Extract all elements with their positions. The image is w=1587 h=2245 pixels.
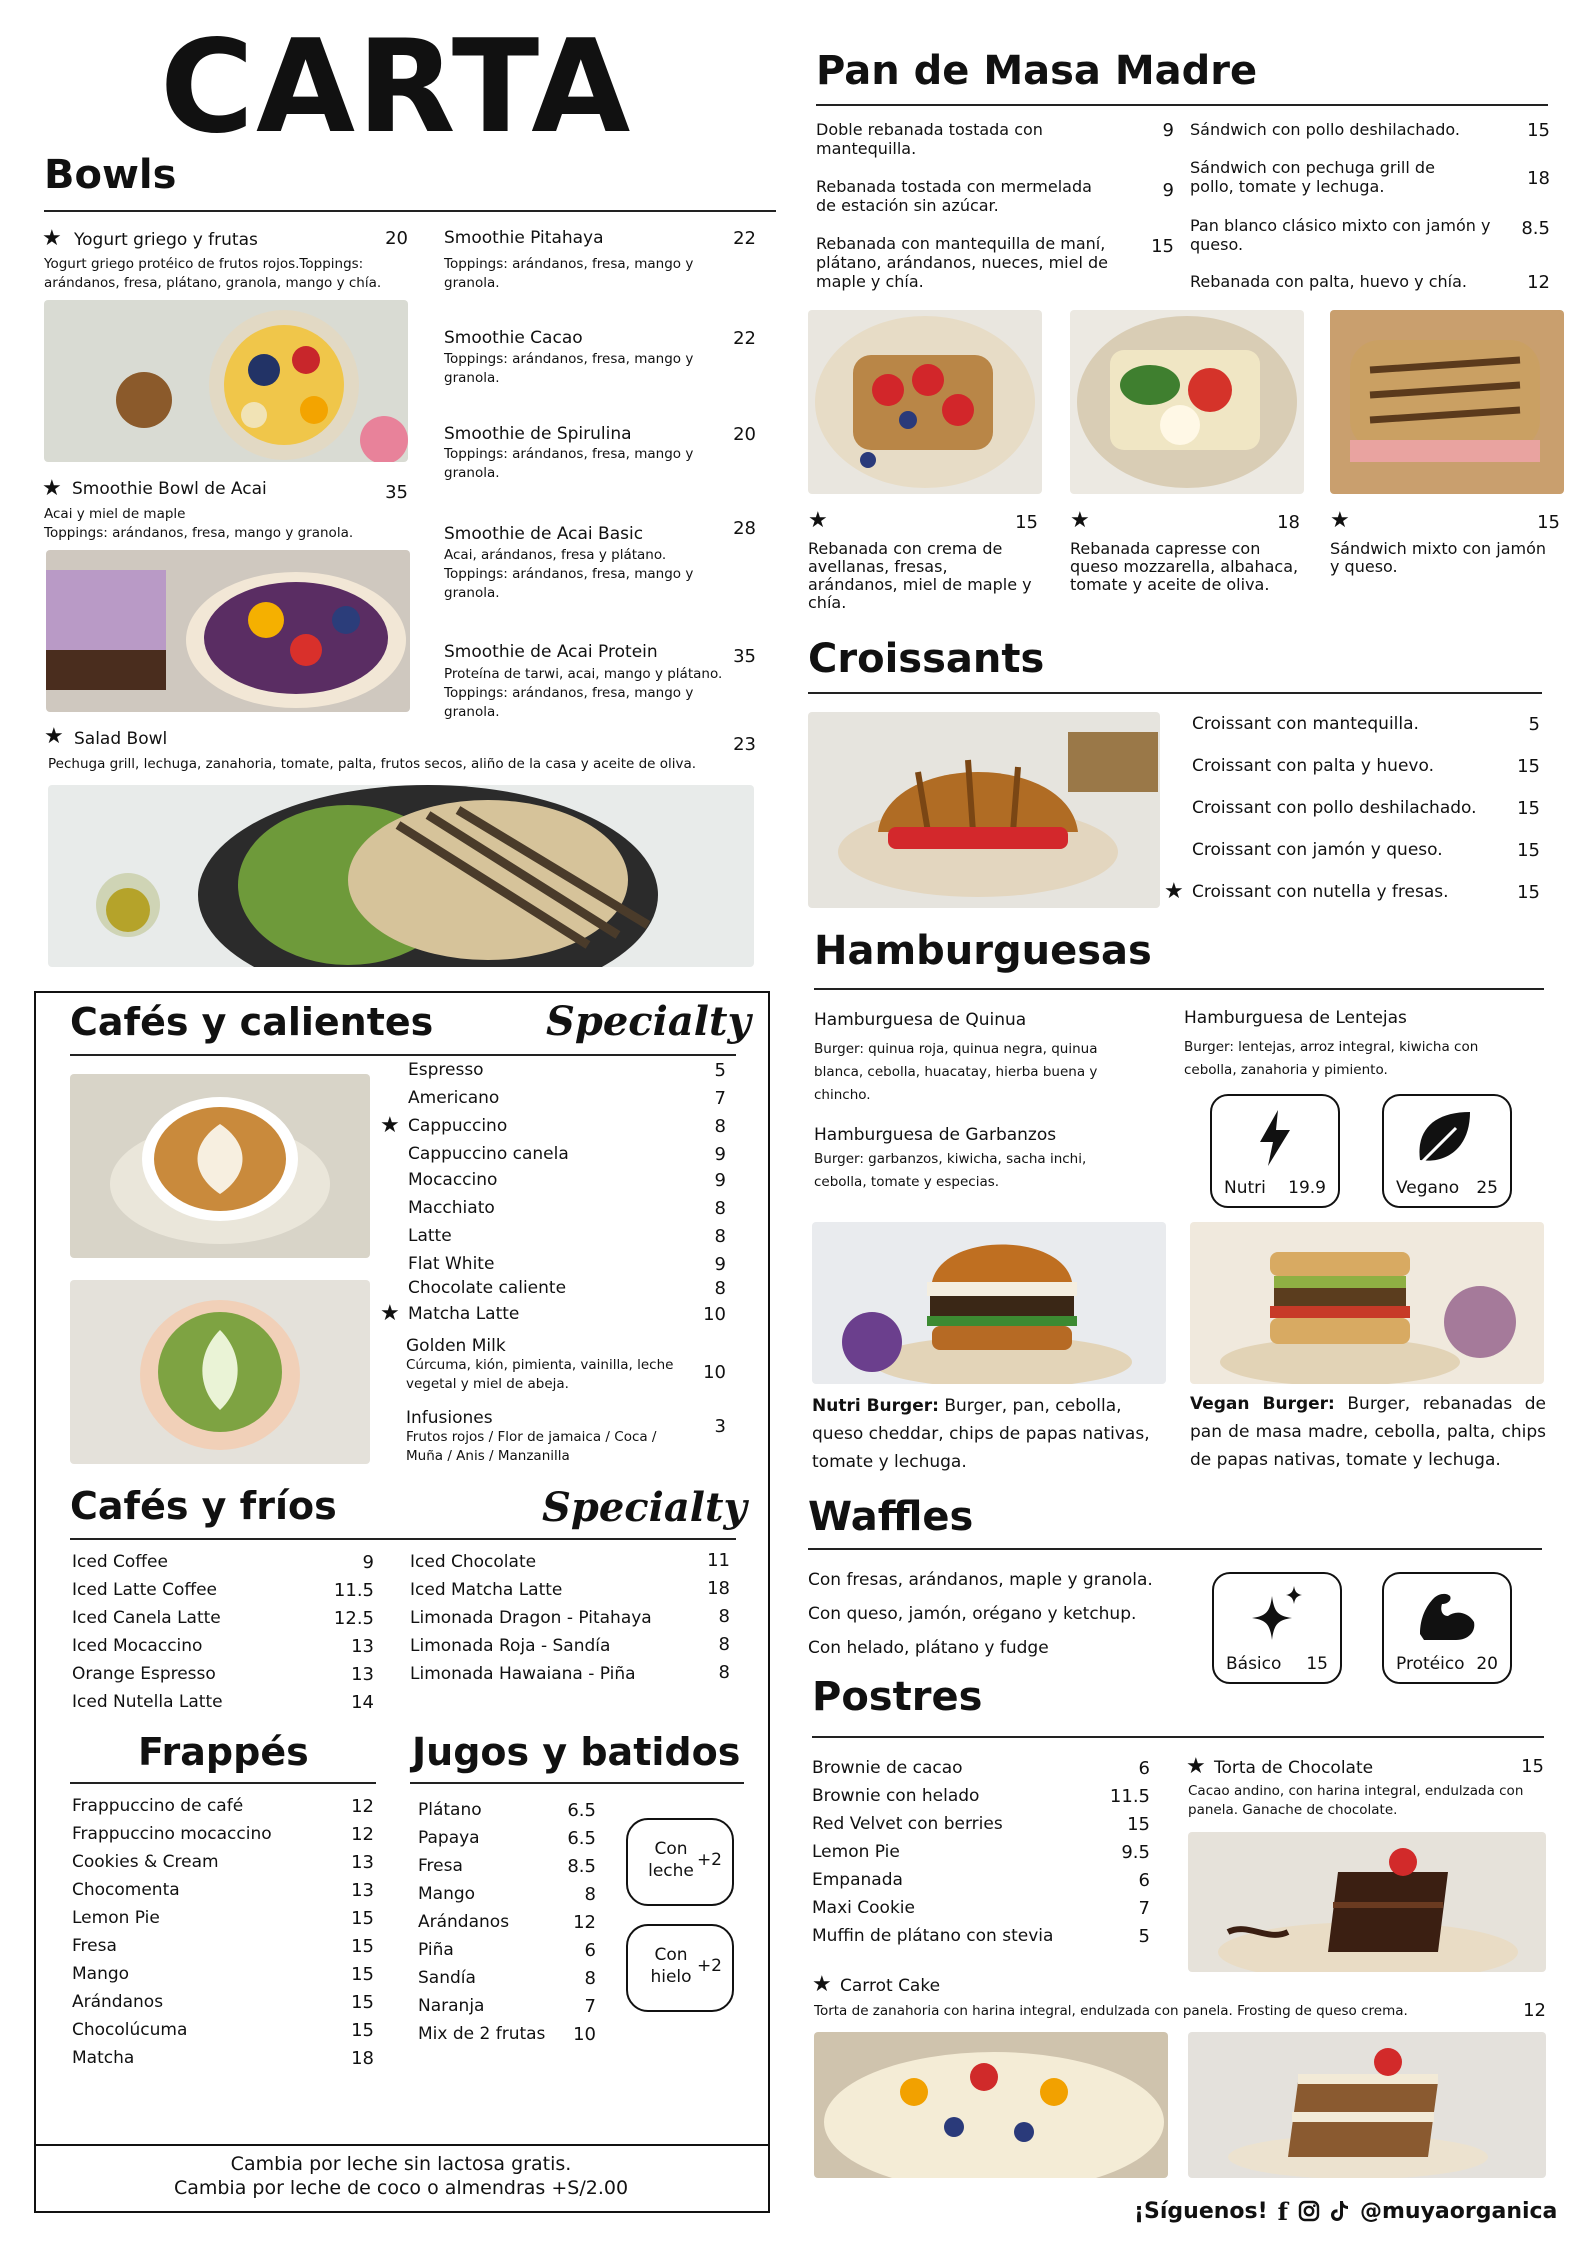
star-icon: ★	[1164, 879, 1184, 904]
hot-drink-price: 8	[714, 1116, 726, 1137]
pan-left-2-price: 15	[1151, 236, 1174, 257]
star-icon: ★	[44, 724, 64, 749]
golden-milk-name: Golden Milk	[406, 1336, 506, 1356]
footer-note-line1: Cambia por leche sin lactosa gratis.	[230, 2153, 572, 2175]
hot-drink-price: 8	[714, 1198, 726, 1219]
postre-name: Muffin de plátano con stevia	[812, 1926, 1054, 1946]
frappe-name: Lemon Pie	[72, 1908, 160, 1928]
frappe-price: 15	[351, 1964, 374, 1985]
postre-name: Brownie de cacao	[812, 1758, 963, 1778]
jugo-price: 7	[584, 1996, 596, 2017]
frappe-price: 13	[351, 1852, 374, 1873]
cold-drink-price: 13	[351, 1664, 374, 1685]
frappe-price: 12	[351, 1824, 374, 1845]
acai-bowl-photo	[46, 550, 410, 712]
carrot-desc: Torta de zanahoria con harina integral, endulzada con panela. Frosting de queso crema.	[814, 2003, 1408, 2019]
jugo-price: 10	[573, 2024, 596, 2045]
burger-garbanzos-name: Hamburguesa de Garbanzos	[814, 1125, 1057, 1145]
cold-drink-name: Iced Mocaccino	[72, 1636, 203, 1656]
salad-name: Salad Bowl	[74, 729, 168, 749]
smoothie-acai-protein-name: Smoothie de Acai Protein	[444, 642, 658, 662]
waffle-2: Con helado, plátano y fudge	[808, 1638, 1049, 1658]
specialty-label: Specialty	[542, 1484, 747, 1531]
sandwich-mixto-photo	[1330, 310, 1564, 494]
nutri-burger-desc	[812, 1392, 1172, 1476]
hot-drink-name: Cappuccino canela	[408, 1144, 569, 1164]
frappe-name: Frappuccino mocaccino	[72, 1824, 272, 1844]
jugo-name: Papaya	[418, 1828, 480, 1848]
jugo-price: 6.5	[567, 1800, 596, 1821]
burger-quinua-desc: Burger: quinua roja, quinua negra, quinua blanca, cebolla, huacatay, hierba buena y chincho.	[814, 1041, 1098, 1103]
muscle-icon	[1416, 1588, 1478, 1642]
cold-drink-name: Limonada Dragon - Pitahaya	[410, 1608, 652, 1628]
star-icon: ★	[42, 226, 62, 251]
nutri-price: 19.9	[1288, 1178, 1326, 1198]
yogurt-desc: Yogurt griego protéico de frutos rojos.Toppings: arándanos, fresa, plátano, granola, mango y chía.	[44, 256, 382, 291]
matcha-photo	[70, 1280, 370, 1464]
toast-berries-photo	[808, 310, 1042, 494]
jugos-rule	[410, 1782, 744, 1784]
hot-drink-price: 8	[714, 1226, 726, 1247]
instagram-icon[interactable]	[1298, 2200, 1320, 2222]
smoothie-pitahaya-desc: Toppings: arándanos, fresa, mango y granola.	[444, 256, 694, 291]
jugo-name: Mix de 2 frutas	[418, 2024, 546, 2044]
footer-note-divider	[34, 2144, 768, 2146]
star-icon: ★	[380, 1301, 400, 1326]
siguenos-label: ¡Síguenos!	[1134, 2198, 1268, 2224]
postre-price: 5	[1138, 1926, 1150, 1947]
croissants-rule	[808, 692, 1542, 694]
vegano-label: Vegano	[1396, 1178, 1460, 1198]
frappe-name: Chocolúcuma	[72, 2020, 188, 2040]
smoothie-cacao-price: 22	[733, 328, 756, 349]
sparkle-icon	[1248, 1584, 1308, 1644]
cold-drink-price: 8	[718, 1606, 730, 1627]
star-icon: ★	[1186, 1754, 1206, 1779]
frappe-price: 15	[351, 2020, 374, 2041]
jugo-name: Fresa	[418, 1856, 463, 1876]
carrot-cake-photo	[814, 2032, 1168, 2178]
pan-heading: Pan de Masa Madre	[816, 48, 1258, 94]
hot-drink-name: Latte	[408, 1226, 452, 1246]
con-leche-label: Con leche	[648, 1839, 694, 1881]
postre-name: Brownie con helado	[812, 1786, 980, 1806]
croissant-price: 15	[1517, 798, 1540, 819]
salad-photo	[48, 785, 754, 967]
smoothie-acai-basic-price: 28	[733, 518, 756, 539]
cold-drink-price: 18	[707, 1578, 730, 1599]
carrot-name: Carrot Cake	[840, 1976, 941, 1996]
carrot-slice-photo	[1188, 2032, 1546, 2178]
jugos-heading: Jugos y batidos	[412, 1730, 741, 1774]
con-hielo-price: +2	[696, 1956, 722, 1976]
waffle-0: Con fresas, arándanos, maple y granola.	[808, 1570, 1153, 1590]
smoothie-spirulina-desc: Toppings: arándanos, fresa, mango y granola.	[444, 446, 694, 481]
pan-left-1: Rebanada tostada con mermelada de estación sin azúcar.	[816, 177, 1092, 215]
star-icon: ★	[42, 476, 62, 501]
nutri-burger-title: Nutri Burger:	[812, 1396, 939, 1416]
frappes-heading: Frappés	[138, 1730, 309, 1774]
vegano-price: 25	[1476, 1178, 1498, 1198]
pan-featured-price: 15	[1015, 512, 1038, 533]
postres-heading: Postres	[812, 1674, 983, 1720]
frappe-price: 15	[351, 1936, 374, 1957]
pan-right-1-price: 18	[1527, 168, 1550, 189]
cold-drink-name: Iced Latte Coffee	[72, 1580, 217, 1600]
smoothie-spirulina-price: 20	[733, 424, 756, 445]
frappe-name: Matcha	[72, 2048, 135, 2068]
hamburguesas-heading: Hamburguesas	[814, 928, 1152, 974]
jugo-price: 6	[584, 1940, 596, 1961]
hot-drink-price: 9	[714, 1170, 726, 1191]
pan-left-2: Rebanada con mantequilla de maní, plátano, arándanos, nueces, miel de maple y chía.	[816, 234, 1108, 291]
star-icon: ★	[808, 508, 828, 533]
croissant-price: 15	[1517, 882, 1540, 903]
yogurt-price: 20	[385, 228, 408, 249]
acai-bowl-desc: Acai y miel de maple Toppings: arándanos, fresa, mango y granola.	[44, 506, 354, 541]
pan-right-2-price: 8.5	[1521, 218, 1550, 239]
croissant-name: Croissant con palta y huevo.	[1192, 756, 1434, 776]
star-icon: ★	[812, 1972, 832, 1997]
frappe-name: Mango	[72, 1964, 130, 1984]
postre-price: 15	[1127, 1814, 1150, 1835]
smoothie-cacao-desc: Toppings: arándanos, fresa, mango y granola.	[444, 351, 694, 386]
torta-desc: Cacao andino, con harina integral, endulzada con panela. Ganache de chocolate.	[1188, 1783, 1524, 1818]
croissant-price: 15	[1517, 840, 1540, 861]
cold-drink-price: 8	[718, 1662, 730, 1683]
vegan-burger-title: Vegan Burger:	[1190, 1394, 1335, 1414]
acai-bowl-name: Smoothie Bowl de Acai	[72, 479, 267, 499]
smoothie-acai-basic-name: Smoothie de Acai Basic	[444, 524, 644, 544]
hamburguesas-rule	[814, 988, 1544, 990]
hot-drink-name: Flat White	[408, 1254, 495, 1274]
tiktok-icon[interactable]	[1330, 2200, 1350, 2222]
frappe-name: Frappuccino de café	[72, 1796, 244, 1816]
frappe-name: Arándanos	[72, 1992, 164, 2012]
yogurt-name: Yogurt griego y frutas	[74, 230, 258, 250]
frappe-name: Chocomenta	[72, 1880, 180, 1900]
pan-left-0-price: 9	[1162, 120, 1174, 141]
star-icon: ★	[1330, 508, 1350, 533]
cold-drink-name: Iced Nutella Latte	[72, 1692, 223, 1712]
hot-drink-name: Cappuccino	[408, 1116, 508, 1136]
hot-drink-name: Mocaccino	[408, 1170, 498, 1190]
cold-drink-name: Iced Canela Latte	[72, 1608, 221, 1628]
postres-rule	[812, 1736, 1544, 1738]
cold-drink-price: 8	[718, 1634, 730, 1655]
bowls-heading: Bowls	[44, 152, 177, 198]
cold-drink-price: 11	[707, 1550, 730, 1571]
croissant-name: Croissant con mantequilla.	[1192, 714, 1419, 734]
torta-price: 15	[1521, 1756, 1544, 1777]
cold-drink-price: 14	[351, 1692, 374, 1713]
waffle-1: Con queso, jamón, orégano y ketchup.	[808, 1604, 1137, 1624]
social-handle[interactable]: @muyaorganica	[1359, 2198, 1558, 2224]
cold-drink-name: Iced Chocolate	[410, 1552, 537, 1572]
smoothie-acai-protein-price: 35	[733, 646, 756, 667]
frappes-rule	[70, 1782, 376, 1784]
waffles-rule	[808, 1548, 1542, 1550]
burger-lentejas-desc: Burger: lentejas, arroz integral, kiwicha con cebolla, zanahoria y pimiento.	[1184, 1039, 1479, 1078]
cafes-calientes-rule	[70, 1054, 736, 1056]
pan-featured-name: Rebanada capresse con queso mozzarella, albahaca, tomate y aceite de oliva.	[1070, 539, 1299, 594]
pan-left-1-price: 9	[1162, 180, 1174, 201]
smoothie-cacao-name: Smoothie Cacao	[444, 328, 583, 348]
postre-name: Red Velvet con berries	[812, 1814, 1003, 1834]
postre-price: 9.5	[1121, 1842, 1150, 1863]
con-hielo-label: Con hielo	[650, 1945, 692, 1987]
hot-drink-price: 7	[714, 1088, 726, 1109]
postre-name: Empanada	[812, 1870, 903, 1890]
pan-right-0-price: 15	[1527, 120, 1550, 141]
postre-price: 6	[1138, 1870, 1150, 1891]
proteico-price: 20	[1476, 1654, 1498, 1674]
vegan-burger-desc	[1190, 1390, 1546, 1474]
yogurt-photo	[44, 300, 408, 462]
pan-featured-name: Sándwich mixto con jamón y queso.	[1330, 539, 1547, 576]
cold-drink-name: Limonada Roja - Sandía	[410, 1636, 611, 1656]
basico-badge	[1212, 1572, 1342, 1684]
cold-drink-price: 12.5	[333, 1608, 374, 1629]
cold-drink-price: 9	[362, 1552, 374, 1573]
basico-price: 15	[1306, 1654, 1328, 1674]
cold-drink-name: Limonada Hawaiana - Piña	[410, 1664, 636, 1684]
latte-art-photo	[70, 1074, 370, 1258]
jugo-name: Naranja	[418, 1996, 485, 2016]
footer-note-line2: Cambia por leche de coco o almendras +S/2.00	[173, 2177, 629, 2199]
carrot-price: 12	[1523, 2000, 1546, 2021]
jugo-price: 8	[584, 1968, 596, 1989]
leaf-icon	[1414, 1110, 1474, 1168]
jugo-name: Arándanos	[418, 1912, 510, 1932]
cold-drink-name: Orange Espresso	[72, 1664, 216, 1684]
nutri-badge	[1210, 1094, 1340, 1208]
golden-milk-desc: Cúrcuma, kión, pimienta, vainilla, leche vegetal y miel de abeja.	[406, 1357, 674, 1392]
hot-drink-name: Macchiato	[408, 1198, 495, 1218]
infusiones-price: 3	[714, 1416, 726, 1437]
social-bar	[1134, 2196, 1557, 2226]
torta-name: Torta de Chocolate	[1214, 1758, 1374, 1778]
footer-note	[34, 2152, 768, 2200]
postre-price: 11.5	[1109, 1786, 1150, 1807]
croissant-name: Croissant con jamón y queso.	[1192, 840, 1443, 860]
hot-drink-name: Espresso	[408, 1060, 484, 1080]
smoothie-acai-protein-desc: Proteína de tarwi, acai, mango y plátano. Toppings: arándanos, fresa, mango y granola.	[444, 666, 723, 720]
jugo-price: 8	[584, 1884, 596, 1905]
con-hielo-option	[626, 1924, 734, 2012]
croissants-heading: Croissants	[808, 636, 1045, 682]
frappe-name: Fresa	[72, 1936, 117, 1956]
acai-bowl-price: 35	[385, 482, 408, 503]
proteico-label: Protéico	[1396, 1654, 1465, 1674]
jugo-price: 6.5	[567, 1828, 596, 1849]
toast-capresse-photo	[1070, 310, 1304, 494]
nutri-burger-photo	[812, 1222, 1166, 1384]
croissant-price: 15	[1517, 756, 1540, 777]
croissant-name: Croissant con nutella y fresas.	[1192, 882, 1449, 902]
hot-drink-name: Chocolate caliente	[408, 1278, 567, 1298]
smoothie-acai-basic-desc: Acai, arándanos, fresa y plátano. Toppings: arándanos, fresa, mango y granola.	[444, 547, 694, 601]
postre-price: 6	[1138, 1758, 1150, 1779]
frappe-price: 15	[351, 1992, 374, 2013]
pan-right-3-price: 12	[1527, 272, 1550, 293]
pan-rule	[816, 104, 1548, 106]
cafes-frios-heading: Cafés y fríos	[70, 1484, 337, 1528]
hot-drink-price: 9	[714, 1254, 726, 1275]
star-icon: ★	[1070, 508, 1090, 533]
croissant-price: 5	[1528, 714, 1540, 735]
postre-price: 7	[1138, 1898, 1150, 1919]
jugo-name: Plátano	[418, 1800, 482, 1820]
bowls-rule	[44, 210, 776, 212]
star-icon: ★	[380, 1113, 400, 1138]
pan-featured-price: 18	[1277, 512, 1300, 533]
jugo-name: Piña	[418, 1940, 454, 1960]
frappe-price: 15	[351, 1908, 374, 1929]
page-title: CARTA	[160, 13, 633, 162]
hot-drink-name: Americano	[408, 1088, 500, 1108]
postre-name: Lemon Pie	[812, 1842, 900, 1862]
vegan-burger-photo	[1190, 1222, 1544, 1384]
smoothie-pitahaya-price: 22	[733, 228, 756, 249]
nutri-burger-text: Burger, pan, cebolla, queso cheddar, chips de papas nativas, tomate y lechuga.	[812, 1396, 1150, 1472]
croissant-name: Croissant con pollo deshilachado.	[1192, 798, 1477, 818]
basico-label: Básico	[1226, 1654, 1282, 1674]
jugo-name: Mango	[418, 1884, 476, 1904]
cold-drink-price: 13	[351, 1636, 374, 1657]
pan-right-1: Sándwich con pechuga grill de pollo, tomate y lechuga.	[1190, 158, 1435, 196]
hot-drink-price: 8	[714, 1278, 726, 1299]
cafes-frios-rule	[70, 1538, 736, 1540]
pan-right-2: Pan blanco clásico mixto con jamón y queso.	[1190, 216, 1491, 254]
cold-drink-name: Iced Coffee	[72, 1552, 168, 1572]
proteico-badge	[1382, 1572, 1512, 1684]
infusiones-desc: Frutos rojos / Flor de jamaica / Coca / Muña / Anis / Manzanilla	[406, 1429, 657, 1464]
smoothie-spirulina-name: Smoothie de Spirulina	[444, 424, 632, 444]
con-leche-option	[626, 1818, 734, 1906]
torta-chocolate-photo	[1188, 1832, 1546, 1972]
specialty-label: Specialty	[546, 998, 751, 1045]
nutri-label: Nutri	[1224, 1178, 1266, 1198]
hot-drink-price: 10	[703, 1304, 726, 1325]
frappe-price: 13	[351, 1880, 374, 1901]
postre-name: Maxi Cookie	[812, 1898, 915, 1918]
con-leche-price: +2	[696, 1850, 722, 1870]
facebook-icon[interactable]: f	[1277, 2196, 1288, 2226]
cold-drink-price: 11.5	[333, 1580, 374, 1601]
frappe-price: 12	[351, 1796, 374, 1817]
frappe-name: Cookies & Cream	[72, 1852, 219, 1872]
vegan-burger-text: Burger, rebanadas de pan de masa madre, cebolla, palta, chips de papas nativas, tomate y lechuga.	[1190, 1394, 1546, 1470]
burger-garbanzos-desc: Burger: garbanzos, kiwicha, sacha inchi, cebolla, tomate y especias.	[814, 1151, 1087, 1190]
vegano-badge	[1382, 1094, 1512, 1208]
burger-lentejas-name: Hamburguesa de Lentejas	[1184, 1008, 1407, 1028]
hot-drink-price: 5	[714, 1060, 726, 1081]
frappe-price: 18	[351, 2048, 374, 2069]
hot-drink-price: 9	[714, 1144, 726, 1165]
burger-quinua-name: Hamburguesa de Quinua	[814, 1010, 1027, 1030]
cold-drink-name: Iced Matcha Latte	[410, 1580, 563, 1600]
cafes-calientes-heading: Cafés y calientes	[70, 1000, 434, 1044]
croissant-photo	[808, 712, 1160, 908]
lightning-icon	[1256, 1110, 1294, 1166]
pan-featured-price: 15	[1537, 512, 1560, 533]
smoothie-pitahaya-name: Smoothie Pitahaya	[444, 228, 604, 248]
infusiones-name: Infusiones	[406, 1408, 493, 1428]
waffles-heading: Waffles	[808, 1494, 974, 1540]
pan-right-0: Sándwich con pollo deshilachado.	[1190, 120, 1460, 139]
pan-left-0: Doble rebanada tostada con mantequilla.	[816, 120, 1043, 158]
hot-drink-name: Matcha Latte	[408, 1304, 520, 1324]
golden-milk-price: 10	[703, 1362, 726, 1383]
jugo-name: Sandía	[418, 1968, 476, 1988]
pan-featured-name: Rebanada con crema de avellanas, fresas, arándanos, miel de maple y chía.	[808, 539, 1032, 612]
jugo-price: 12	[573, 1912, 596, 1933]
salad-price: 23	[733, 734, 756, 755]
salad-desc: Pechuga grill, lechuga, zanahoria, tomate, palta, frutos secos, aliño de la casa y aceite de oliva.	[48, 756, 697, 772]
jugo-price: 8.5	[567, 1856, 596, 1877]
pan-right-3: Rebanada con palta, huevo y chía.	[1190, 272, 1467, 291]
